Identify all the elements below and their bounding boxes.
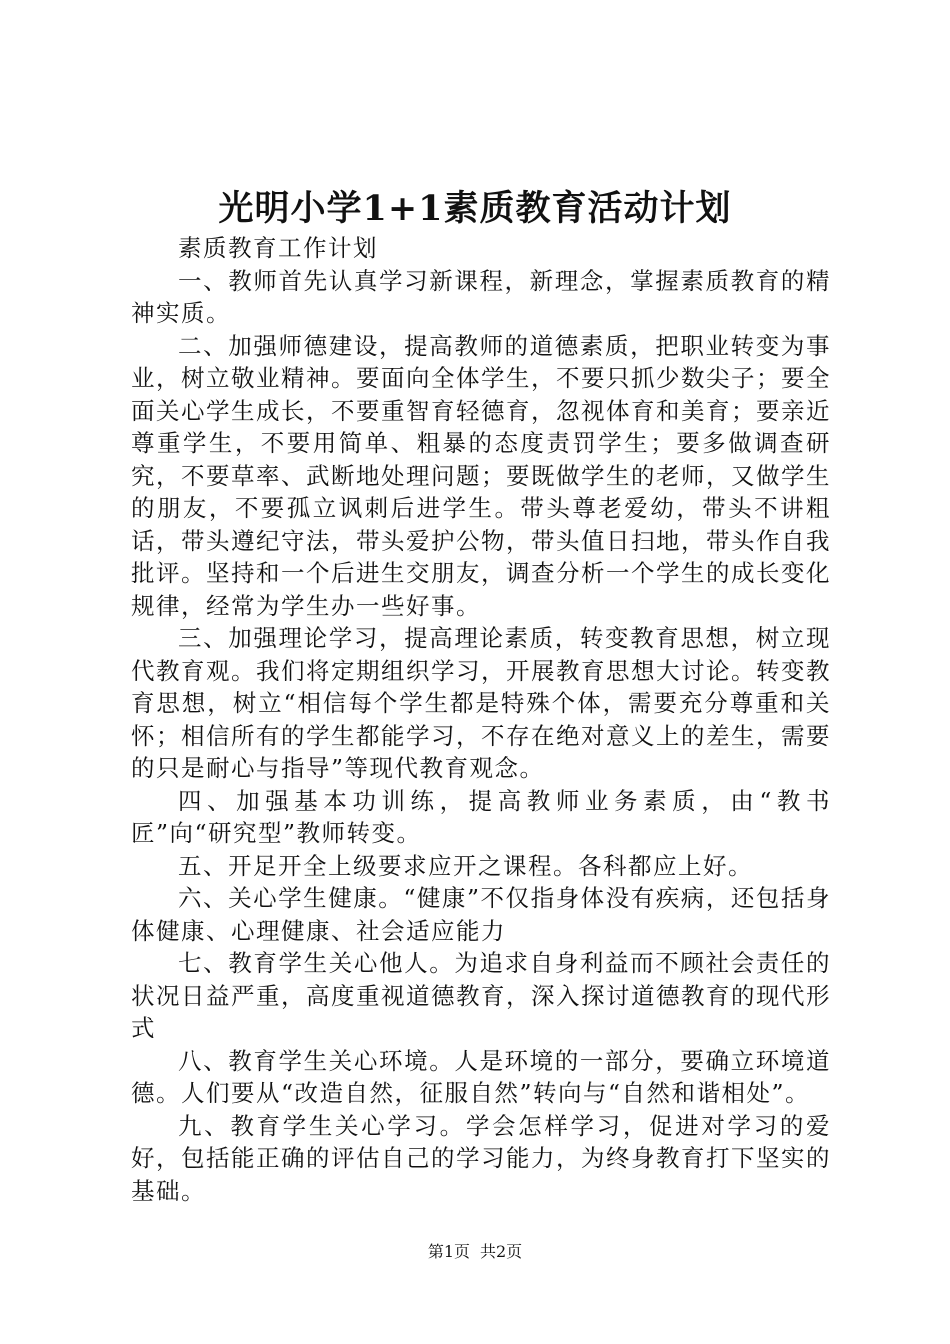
document-body — [131, 232, 831, 1207]
page-number-current: 第1页 — [427, 1242, 470, 1261]
paragraph-item-1: 一、教师首先认真学习新课程，新理念，掌握素质教育的精神实质。 — [131, 266, 831, 327]
paragraph-item-3: 三、加强理论学习，提高理论素质，转变教育思想，树立现代教育观。我们将定期组织学习，开展教育思想大讨论。转变教育思想，树立“相信每个学生都是特殊个体，需要充分尊重和关怀；相信所有的学生都能学习，不存在绝对意义上的差生，需要的只是耐心与指导”等现代教育观念。 — [131, 624, 831, 782]
paragraph-item-2: 二、加强师德建设，提高教师的道德素质，把职业转变为事业，树立敬业精神。要面向全体学生，不要只抓少数尖子；要全面关心学生成长，不要重智育轻德育，忽视体育和美育；要亲近尊重学生，不要用简单、粗暴的态度责罚学生；要多做调查研究，不要草率、武断地处理问题；要既做学生的老师，又做学生的朋友，不要孤立讽刺后进学生。带头尊老爱幼，带头不讲粗话，带头遵纪守法，带头爱护公物，带头值日扫地，带头作自我批评。坚持和一个后进生交朋友，调查分析一个学生的成长变化规律，经常为学生办一些好事。 — [131, 331, 831, 620]
paragraph-item-4: 四、加强基本功训练，提高教师业务素质，由“教书匠”向“研究型”教师转变。 — [131, 786, 831, 847]
document-title: 光明小学1+1素质教育活动计划 — [218, 188, 732, 229]
paragraph-item-8: 八、教育学生关心环境。人是环境的一部分，要确立环境道德。人们要从“改造自然，征服自然”转向与“自然和谐相处”。 — [131, 1046, 831, 1107]
paragraph-item-5: 五、开足开全上级要求应开之课程。各科都应上好。 — [178, 851, 753, 880]
page-number-total: 共2页 — [480, 1242, 523, 1261]
paragraph-item-6: 六、关心学生健康。“健康”不仅指身体没有疾病，还包括身体健康、心理健康、社会适应能力 — [131, 884, 831, 945]
paragraph-heading: 素质教育工作计划 — [178, 234, 378, 262]
page-footer — [0, 1240, 950, 1264]
paragraph-item-7: 七、教育学生关心他人。为追求自身利益而不顾社会责任的状况日益严重，高度重视道德教育，深入探讨道德教育的现代形式 — [131, 949, 831, 1042]
paragraph-item-9: 九、教育学生关心学习。学会怎样学习，促进对学习的爱好，包括能正确的评估自己的学习能力，为终身教育打下坚实的基础。 — [131, 1111, 831, 1205]
